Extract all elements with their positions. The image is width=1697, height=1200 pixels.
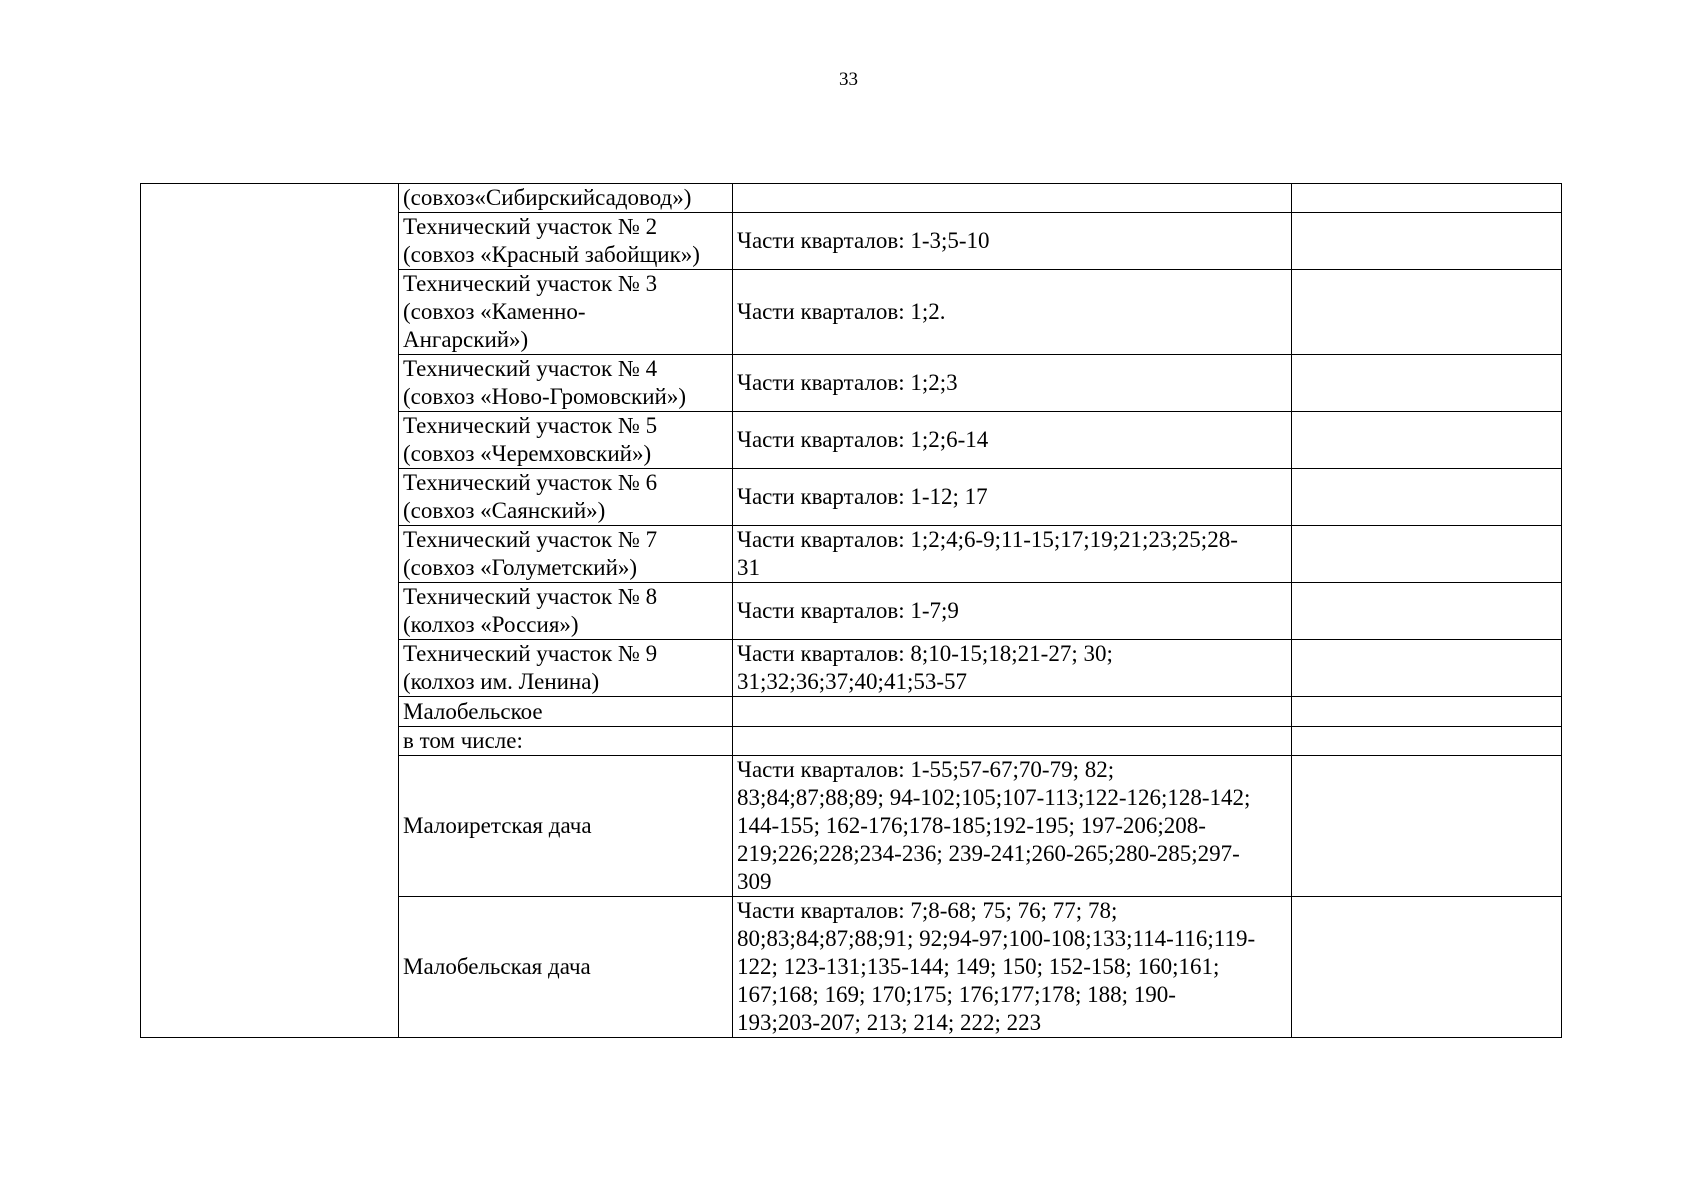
notes-cell xyxy=(1292,640,1562,697)
section-name-cell xyxy=(399,469,733,526)
quarters-line: Части кварталов: 1;2;6-14 xyxy=(737,427,989,452)
notes-cell xyxy=(1292,583,1562,640)
notes-cell xyxy=(1292,213,1562,270)
quarters-cell xyxy=(733,697,1292,727)
quarters-line: Части кварталов: 1-3;5-10 xyxy=(737,228,990,253)
quarters-line: 219;226;228;234-236; 239-241;260-265;280-285;297- xyxy=(737,841,1240,866)
quarters-cell xyxy=(733,270,1292,355)
section-name-cell xyxy=(399,526,733,583)
section-name-line: (совхоз«Сибирскийсадовод») xyxy=(403,185,692,210)
section-name-cell xyxy=(399,697,733,727)
section-name-line: Малобельская дача xyxy=(403,954,591,979)
section-name-line: Технический участок № 9 xyxy=(403,641,658,666)
section-name-cell xyxy=(399,756,733,897)
section-name-cell xyxy=(399,355,733,412)
section-name-line: (совхоз «Саянский») xyxy=(403,498,606,523)
quarters-cell xyxy=(733,526,1292,583)
quarters-line: Части кварталов: 1-12; 17 xyxy=(737,484,988,509)
quarters-line: 31 xyxy=(737,555,760,580)
section-name-line: (совхоз «Голуметский») xyxy=(403,555,638,580)
section-name-line: Технический участок № 5 xyxy=(403,413,658,438)
quarters-cell xyxy=(733,640,1292,697)
quarters-line: Части кварталов: 1;2. xyxy=(737,299,946,324)
section-name-cell xyxy=(399,412,733,469)
quarters-cell xyxy=(733,727,1292,756)
quarters-line: Части кварталов: 1;2;3 xyxy=(737,370,958,395)
section-name-line: Малобельское xyxy=(403,698,543,724)
section-name-line: Технический участок № 2 xyxy=(403,214,658,239)
quarters-line: 122; 123-131;135-144; 149; 150; 152-158; 160;161; xyxy=(737,954,1220,979)
section-name-line: Технический участок № 6 xyxy=(403,470,658,495)
notes-cell xyxy=(1292,469,1562,526)
page-number: 33 xyxy=(839,69,858,90)
quarters-line: Части кварталов: 1-7;9 xyxy=(737,598,959,623)
section-name-line: (совхоз «Каменно- xyxy=(403,299,586,324)
quarters-line: 144-155; 162-176;178-185;192-195; 197-206;208- xyxy=(737,813,1206,838)
section-name-cell xyxy=(399,270,733,355)
quarters-cell xyxy=(733,469,1292,526)
notes-cell xyxy=(1292,270,1562,355)
notes-cell xyxy=(1292,355,1562,412)
table-row xyxy=(141,184,1562,213)
section-name-cell xyxy=(399,897,733,1038)
quarters-cell xyxy=(733,184,1292,213)
notes-cell xyxy=(1292,756,1562,897)
quarters-cell xyxy=(733,412,1292,469)
section-name-line: (совхоз «Красный забойщик») xyxy=(403,242,700,267)
forest-quarters-table xyxy=(140,183,1562,1038)
section-name-cell xyxy=(399,640,733,697)
quarters-cell xyxy=(733,213,1292,270)
section-name-line: (колхоз им. Ленина) xyxy=(403,669,600,694)
section-name-line: (совхоз «Черемховский») xyxy=(403,441,652,466)
quarters-line: Части кварталов: 8;10-15;18;21-27; 30; xyxy=(737,641,1113,666)
notes-cell xyxy=(1292,897,1562,1038)
quarters-line: 193;203-207; 213; 214; 222; 223 xyxy=(737,1010,1042,1035)
quarters-cell xyxy=(733,583,1292,640)
section-name-line: (совхоз «Ново-Громовский») xyxy=(403,384,687,409)
quarters-line: Части кварталов: 1;2;4;6-9;11-15;17;19;21;23;25;28- xyxy=(737,527,1238,552)
quarters-cell xyxy=(733,897,1292,1038)
section-name-line: Технический участок № 3 xyxy=(403,271,658,296)
notes-cell xyxy=(1292,697,1562,727)
notes-cell xyxy=(1292,184,1562,213)
quarters-line: 167;168; 169; 170;175; 176;177;178; 188; 190- xyxy=(737,982,1176,1007)
quarters-line: 31;32;36;37;40;41;53-57 xyxy=(737,669,967,694)
section-name-cell xyxy=(399,213,733,270)
section-name-line: Технический участок № 4 xyxy=(403,356,658,381)
quarters-line: 83;84;87;88;89; 94-102;105;107-113;122-126;128-142; xyxy=(737,785,1251,810)
quarters-line: Части кварталов: 1-55;57-67;70-79; 82; xyxy=(737,757,1115,782)
section-name-line: в том числе: xyxy=(403,728,523,753)
region-cell xyxy=(141,184,399,1038)
section-name-cell xyxy=(399,184,733,213)
section-name-line: Малоиретская дача xyxy=(403,813,592,838)
notes-cell xyxy=(1292,727,1562,756)
section-name-line: Технический участок № 8 xyxy=(403,584,658,609)
quarters-line: 309 xyxy=(737,869,772,894)
notes-cell xyxy=(1292,526,1562,583)
section-name-line: Ангарский») xyxy=(403,327,529,352)
section-name-cell xyxy=(399,583,733,640)
section-name-line: Технический участок № 7 xyxy=(403,527,658,552)
quarters-cell xyxy=(733,355,1292,412)
quarters-line: 80;83;84;87;88;91; 92;94-97;100-108;133;114-116;119- xyxy=(737,926,1256,951)
section-name-cell xyxy=(399,727,733,756)
quarters-cell xyxy=(733,756,1292,897)
table-body xyxy=(141,184,1562,1038)
notes-cell xyxy=(1292,412,1562,469)
section-name-line: (колхоз «Россия») xyxy=(403,612,579,637)
quarters-line: Части кварталов: 7;8-68; 75; 76; 77; 78; xyxy=(737,898,1118,923)
